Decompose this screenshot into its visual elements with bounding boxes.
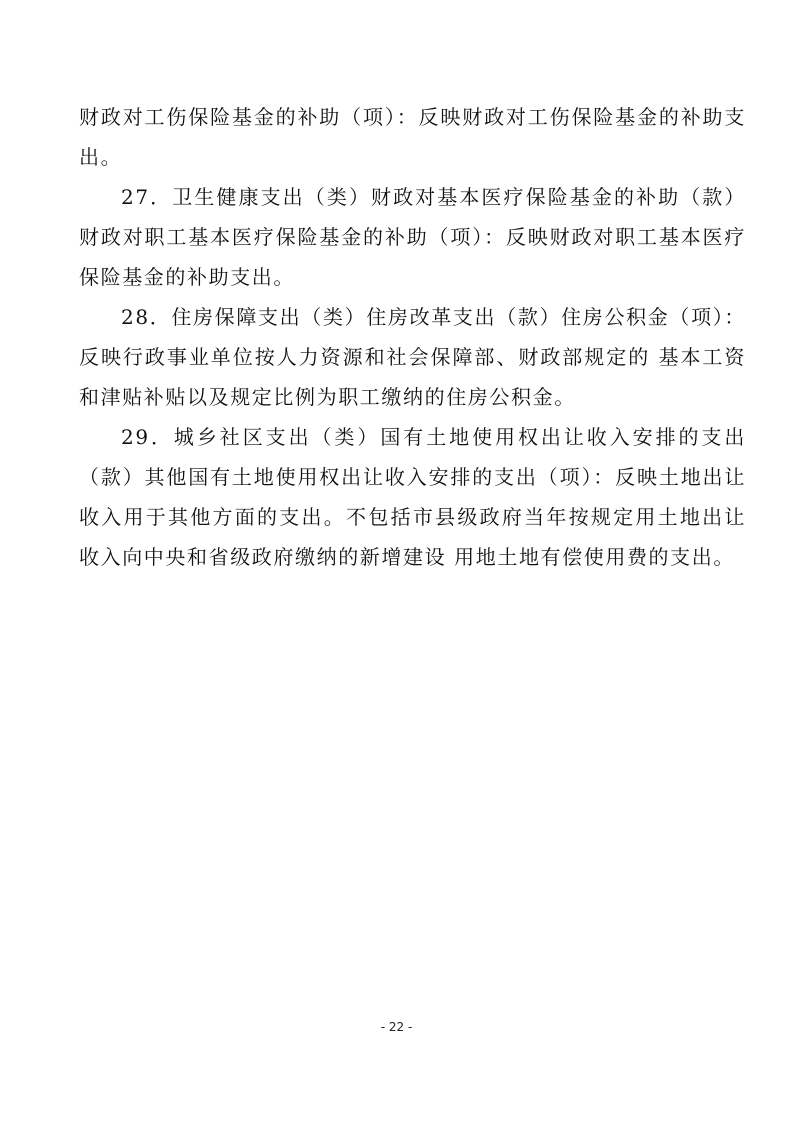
- paragraph-item-28: 28．住房保障支出（类）住房改革支出（款）住房公积金（项）：反映行政事业单位按人力资源和社会保障部、财政部规定的 基本工资和津贴补贴以及规定比例为职工缴纳的住房公积金。: [79, 305, 746, 409]
- page-number: - 22 -: [380, 1020, 413, 1034]
- paragraph-continuation: 财政对工伤保险基金的补助（项）：反映财政对工伤保险基金的补助支出。: [79, 105, 746, 169]
- paragraph-item-27: 27．卫生健康支出（类）财政对基本医疗保险基金的补助（款）财政对职工基本医疗保险基金的补助（项）：反映财政对职工基本医疗保险基金的补助支出。: [79, 185, 746, 289]
- document-body: [79, 97, 746, 577]
- paragraph-item-29: 29．城乡社区支出（类）国有土地使用权出让收入安排的支出（款）其他国有土地使用权出让收入安排的支出（项）：反映土地出让收入用于其他方面的支出。不包括市县级政府当年按规定用土地出让收入向中央和省级政府缴纳的新增建设 用地土地有偿使用费的支出。: [79, 425, 746, 569]
